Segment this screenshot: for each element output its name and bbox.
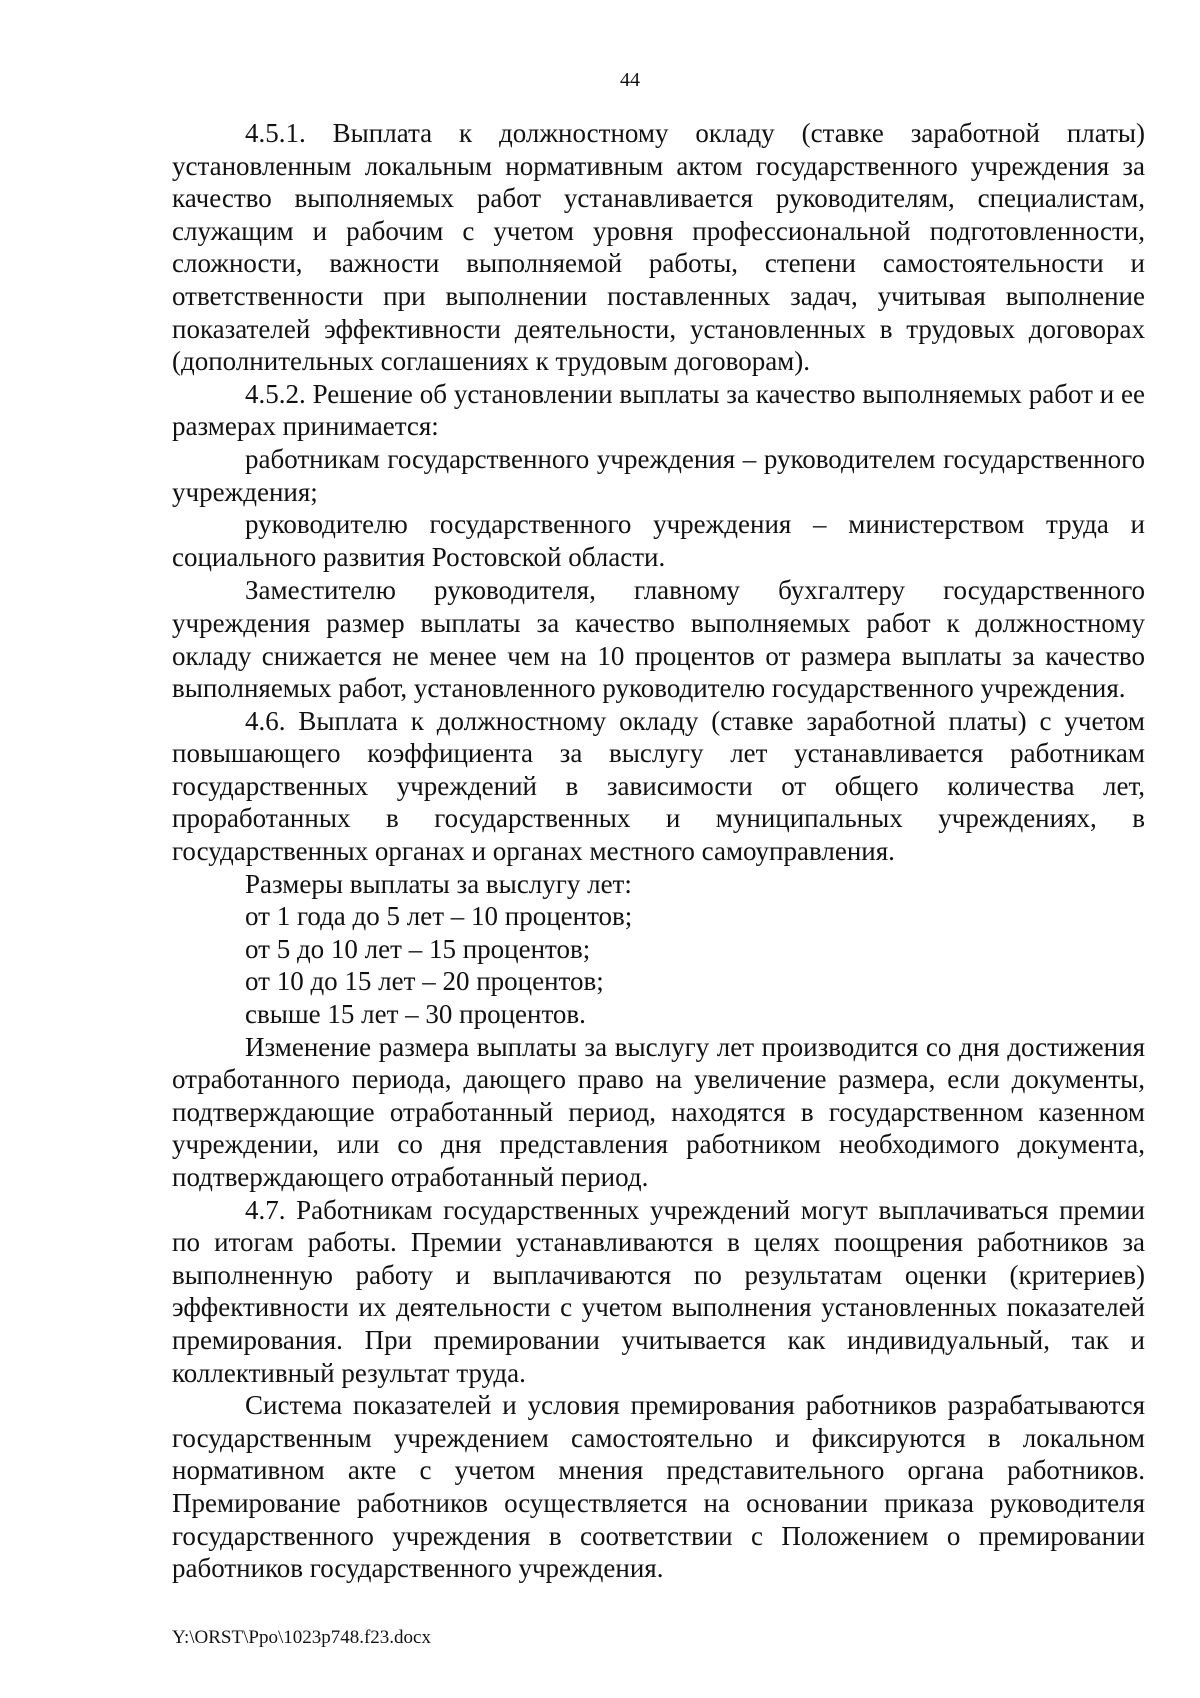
paragraph-employees-decision: работникам государственного учреждения – руководителем государственного учреждения;	[172, 443, 1145, 507]
paragraph-4-7: 4.7. Работникам государственных учреждений могут выплачиваться премии по итогам работы. Премии устанавливаются в целях поощрения работников за выполненную работу и выплачиваются по результатам оценки (критериев) эффективности их деятельности с учетом выполнения установленных показателей премирования. При премировании учитывается как индивидуальный, так и коллективный результат труда.	[172, 1194, 1145, 1388]
document-body	[172, 117, 1145, 1585]
list-item-seniority-over-15: свыше 15 лет – 30 процентов.	[245, 999, 586, 1030]
page-number: 44	[620, 69, 640, 91]
list-item-seniority-1-5: от 1 года до 5 лет – 10 процентов;	[245, 901, 633, 932]
list-item-seniority-5-10: от 5 до 10 лет – 15 процентов;	[245, 933, 591, 964]
list-item-seniority-10-15: от 10 до 15 лет – 20 процентов;	[245, 966, 604, 997]
paragraph-4-5-2: 4.5.2. Решение об установлении выплаты за качество выполняемых работ и ее размерах принимается:	[172, 378, 1145, 442]
paragraph-seniority-change: Изменение размера выплаты за выслугу лет производится со дня достижения отработанного периода, дающего право на увеличение размера, если документы, подтверждающие отработанный период, находятся в государственном казенном учреждении, или со дня представления работником необходимого документа, подтверждающего отработанный период.	[172, 1031, 1145, 1192]
paragraph-4-5-1: 4.5.1. Выплата к должностному окладу (ставке заработной платы) установленным локальным нормативным актом государственного учреждения за качество выполняемых работ устанавливается руководителям, специалистам, служащим и рабочим с учетом уровня профессиональной подготовленности, сложности, важности выполняемой работы, степени самостоятельности и ответственности при выполнении поставленных задач, учитывая выполнение показателей эффективности деятельности, установленных в трудовых договорах (дополнительных соглашениях к трудовым договорам).	[172, 118, 1145, 377]
paragraph-bonus-system: Система показателей и условия премирования работников разрабатываются государственным учреждением самостоятельно и фиксируются в локальном нормативном акте с учетом мнения представительного органа работников. Премирование работников осуществляется на основании приказа руководителя государственного учреждения в соответствии с Положением о премировании работников государственного учреждения.	[172, 1390, 1145, 1584]
file-path-footer: Y:\ORST\Ppo\1023p748.f23.docx	[172, 1627, 431, 1648]
paragraph-deputy-reduction: Заместителю руководителя, главному бухгалтеру государственного учреждения размер выплаты за качество выполняемых работ к должностному окладу снижается не менее чем на 10 процентов от размера выплаты за качество выполняемых работ, установленного руководителю государственного учреждения.	[172, 575, 1145, 704]
paragraph-4-6: 4.6. Выплата к должностному окладу (ставке заработной платы) с учетом повышающего коэффициента за выслугу лет устанавливается работникам государственных учреждений в зависимости от общего количества лет, проработанных в государственных и муниципальных учреждениях, в государственных органах и органах местного самоуправления.	[172, 705, 1145, 867]
paragraph-head-decision: руководителю государственного учреждения – министерством труда и социального развития Ростовской области.	[172, 509, 1145, 572]
paragraph-seniority-sizes: Размеры выплаты за выслугу лет:	[245, 868, 632, 899]
